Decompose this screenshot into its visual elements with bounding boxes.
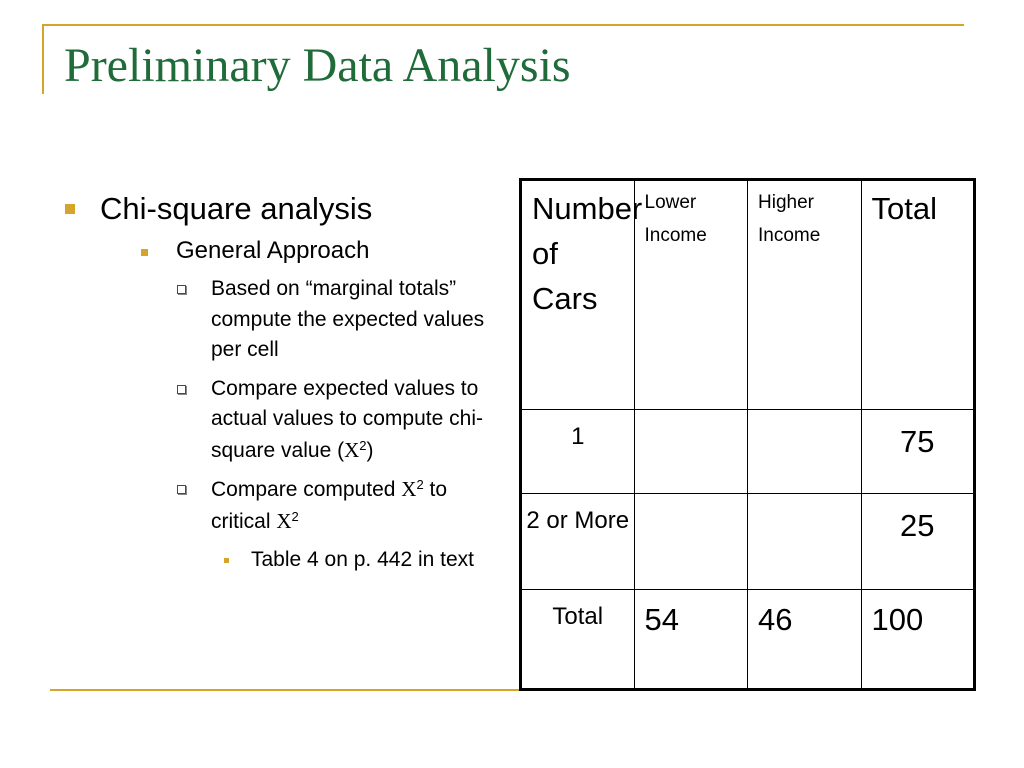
header-higher-income: Higher Income: [748, 180, 862, 410]
square-bullet-icon: [141, 249, 148, 256]
cell-lower: [634, 410, 748, 494]
superscript: 2: [359, 437, 367, 453]
contingency-table: [519, 178, 976, 691]
chi-symbol: X: [344, 437, 360, 462]
bullet-level1: [60, 190, 500, 228]
cell-higher-total: 46: [748, 590, 862, 690]
bullet-text-marginal-totals: Based on “marginal totals” compute the expected values per cell: [211, 277, 485, 361]
bullet-text-table-reference: Table 4 on p. 442 in text: [251, 548, 474, 571]
bullet-text-compare-expected: Compare expected values to actual values to compute chi-square value $(X^2)$: [211, 376, 483, 462]
bullet-level3: [60, 474, 511, 537]
chi-symbol: X: [401, 477, 417, 501]
superscript: 2: [291, 508, 299, 524]
cell-lower-total: 54: [634, 590, 748, 690]
hollow-square-bullet-icon: [177, 285, 186, 294]
cell-total: 75: [861, 410, 975, 494]
table-header-row: [521, 180, 975, 410]
bullet-list: [60, 190, 500, 576]
bullet-level2: [60, 236, 500, 266]
header-total: Total: [861, 180, 975, 410]
chi-symbol: X: [276, 508, 292, 533]
table-row: [521, 410, 975, 494]
row-label: 1: [521, 410, 635, 494]
cell-grand-total: 100: [861, 590, 975, 690]
cell-higher: [748, 410, 862, 494]
bullet-text-chi-square-analysis: Chi-square analysis: [100, 191, 373, 226]
header-lower-income: Lower Income: [634, 180, 748, 410]
row-label: Total: [521, 590, 635, 690]
table-totals-row: [521, 590, 975, 690]
slide-title: Preliminary Data Analysis: [64, 39, 571, 92]
row-label: 2 or More: [521, 494, 635, 590]
square-bullet-icon: [65, 204, 75, 214]
cell-total: 25: [861, 494, 975, 590]
hollow-square-bullet-icon: [177, 485, 186, 494]
bullet-text-compare-computed: Compare computed $X^2$ to critical $X^2$: [211, 476, 448, 533]
bullet-text-general-approach: General Approach: [176, 237, 370, 264]
table-row: [521, 494, 975, 590]
hollow-square-bullet-icon: [177, 385, 186, 394]
cell-higher: [748, 494, 862, 590]
frame-top-rule: [42, 24, 964, 26]
superscript: 2: [416, 476, 424, 492]
header-number-of-cars: Number of Cars: [521, 180, 635, 410]
bullet-level3: [60, 274, 511, 366]
bullet-level3: [60, 374, 511, 467]
bullet-level4: [60, 545, 511, 576]
frame-left-rule: [42, 24, 44, 94]
small-square-bullet-icon: [224, 558, 229, 563]
cell-lower: [634, 494, 748, 590]
